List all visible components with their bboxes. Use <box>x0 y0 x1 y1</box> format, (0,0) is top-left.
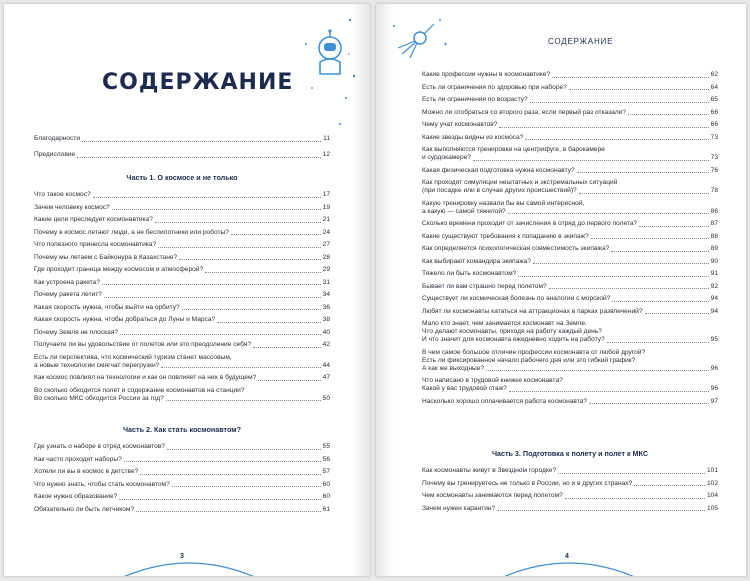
toc-row[interactable]: Какая скорость нужна, чтобы выйти на орбиту? 36 <box>34 303 330 311</box>
toc-row[interactable]: Насколько хорошо оплачивается работа космонавта? 97 <box>422 397 718 405</box>
toc-multiline-entry[interactable]: Как выполняются тренировки на центрифуге, в барокамере и сурдокамере? 73 <box>422 146 718 161</box>
toc-row[interactable]: Где узнать о наборе в отряд космонавтов? 55 <box>34 443 330 450</box>
toc-row[interactable]: Какие цели преследует космонавтика? 21 <box>34 216 330 223</box>
toc-row[interactable]: Как космонавты живут в Звездном городке? 101 <box>422 467 718 474</box>
toc-row[interactable]: Почему Земля не плоская? 40 <box>34 328 330 336</box>
toc-part2-continued <box>422 71 718 406</box>
toc-multiline-entry[interactable]: Как проходят симуляции нештатных и экстремальных ситуаций (при посадке или в случае других происшествий)? 78 <box>422 179 718 194</box>
toc-row[interactable]: Как определяется психологическая совместимость экипажа? 89 <box>422 245 718 252</box>
right-page <box>376 4 746 576</box>
toc-row[interactable]: Тяжело ли быть космонавтом? 91 <box>422 270 718 277</box>
toc-part1 <box>34 173 330 403</box>
star-icon <box>302 14 362 94</box>
left-page <box>4 4 370 576</box>
toc-row[interactable]: Какие звезды видны из космоса? 73 <box>422 133 718 141</box>
toc-multiline-entry[interactable]: Какую тренировку назвали бы вы самой интересной, а какую — самой тяжелой? 86 <box>422 199 718 215</box>
toc-row[interactable]: Где проходит граница между космосом и атмосферой? 29 <box>34 266 330 273</box>
toc-row[interactable]: Зачем нужен карантин? 105 <box>422 504 718 512</box>
page-arc-decoration <box>499 556 639 576</box>
toc-row[interactable]: Какие существуют требования к попаданию в экипаж? 88 <box>422 232 718 240</box>
toc-row[interactable]: Есть ли ограничения по возрасту? 65 <box>422 96 718 103</box>
toc-row[interactable]: Что нужно знать, чтобы стать космонавтом? 60 <box>34 480 330 488</box>
toc-row[interactable]: Чему учат космонавтов? 66 <box>422 121 718 128</box>
page-arc-decoration <box>119 556 259 576</box>
toc-row[interactable]: Бывает ли вам страшно перед полетом? 92 <box>422 282 718 290</box>
toc-row[interactable]: Как устроена ракета? 31 <box>34 278 330 286</box>
toc-row[interactable]: Как космос повлиял на технологии и как он повлияет на них в будущем? 47 <box>34 374 330 381</box>
toc-row[interactable]: Существует ли космическая болезнь по аналогии с морской? 94 <box>422 295 718 302</box>
toc-row[interactable]: Можно ли отобраться со второго раза, если первый раз отказали? 66 <box>422 108 718 116</box>
toc-multiline-entry[interactable]: Что написано в трудовой книжке космонавта? Какой у вас трудовой стаж? 96 <box>422 377 718 392</box>
page-number: 3 <box>180 553 184 560</box>
toc-row[interactable]: Хотели ли вы в космос в детстве? 57 <box>34 468 330 475</box>
toc-row[interactable]: Получаете ли вы удовольствие от полетов или это преодоление себя? 42 <box>34 341 330 348</box>
toc-row[interactable]: Какая физическая подготовка нужна космонавту? 76 <box>422 166 718 174</box>
toc-row[interactable]: Почему ракета летит? 34 <box>34 291 330 298</box>
section-heading[interactable]: Часть 3. Подготовка к полету и полет к МКС <box>491 449 649 458</box>
toc-row[interactable]: Как часто проходят наборы? 56 <box>34 455 330 463</box>
page-title: СОДЕРЖАНИЕ <box>548 37 614 46</box>
toc-multiline-entry[interactable]: Мало кто знает, чем занимается космонавт на Земле. Что делают космонавты, приходя на работу каждый день? И что значит для космонавта ежедневно ходить на работу? 95 <box>422 320 718 343</box>
page-number: 4 <box>565 553 569 560</box>
toc-row[interactable]: Чем космонавты занимаются перед полетом? 104 <box>422 492 718 499</box>
toc-part2 <box>34 425 330 514</box>
toc-row[interactable]: Благодарности 11 <box>34 135 330 142</box>
star-icon <box>334 94 354 134</box>
toc-row[interactable]: Зачем человеку космос? 19 <box>34 203 330 211</box>
section-heading[interactable]: Часть 2. Как стать космонавтом? <box>123 425 241 434</box>
toc-row[interactable]: Что полезного принесла космонавтика? 27 <box>34 241 330 248</box>
satellite-icon <box>390 14 450 64</box>
section-heading[interactable]: Часть 1. О космосе и не только <box>126 173 238 182</box>
toc-row[interactable]: Любят ли космонавты кататься на аттракционах в парках развлечений? 94 <box>422 307 718 315</box>
toc-front <box>34 135 330 159</box>
toc-row[interactable]: Сколько времени проходит от зачисления в отряд до первого полета? 87 <box>422 220 718 227</box>
toc-row[interactable]: Какое нужно образование? 60 <box>34 493 330 500</box>
toc-part3 <box>422 449 718 513</box>
toc-row[interactable]: Как выбирают командира экипажа? 90 <box>422 257 718 265</box>
page-title: СОДЕРЖАНИЕ <box>102 70 294 95</box>
gutter-shadow <box>376 4 394 576</box>
toc-row[interactable]: Почему в космос летают люди, а не беспилотники или роботы? 24 <box>34 228 330 236</box>
toc-row[interactable]: Почему вы тренируетесь не только в России, но и в других странах? 102 <box>422 479 718 487</box>
toc-row[interactable]: Предисловие 12 <box>34 151 330 158</box>
toc-row[interactable]: Почему мы летаем с Байконура в Казахстане? 28 <box>34 253 330 261</box>
toc-row[interactable]: Обязательно ли быть летчиком? 61 <box>34 505 330 513</box>
toc-multiline-entry[interactable]: В чем самое большое отличие профессии космонавта от любой другой? Есть ли фиксированное начало рабочего дня или это гибкий график? А как же выходные? 96 <box>422 348 718 372</box>
toc-multiline-entry[interactable]: Есть ли перспектива, что космический туризм станет массовым, а новые технологии смягчат перегрузки? 44 <box>34 353 330 369</box>
toc-row[interactable]: Какая скорость нужна, чтобы добраться до Луны и Марса? 38 <box>34 316 330 323</box>
toc-row[interactable]: Какие профессии нужны в космонавтике? 62 <box>422 71 718 78</box>
toc-multiline-entry[interactable]: Во сколько обходится полет и содержание космонавтов на станции? Во сколько МКС обходится России за год? 50 <box>34 386 330 402</box>
toc-row[interactable]: Что такое космос? 17 <box>34 191 330 198</box>
toc-row[interactable]: Есть ли ограничения по здоровью при наборе? 64 <box>422 83 718 91</box>
